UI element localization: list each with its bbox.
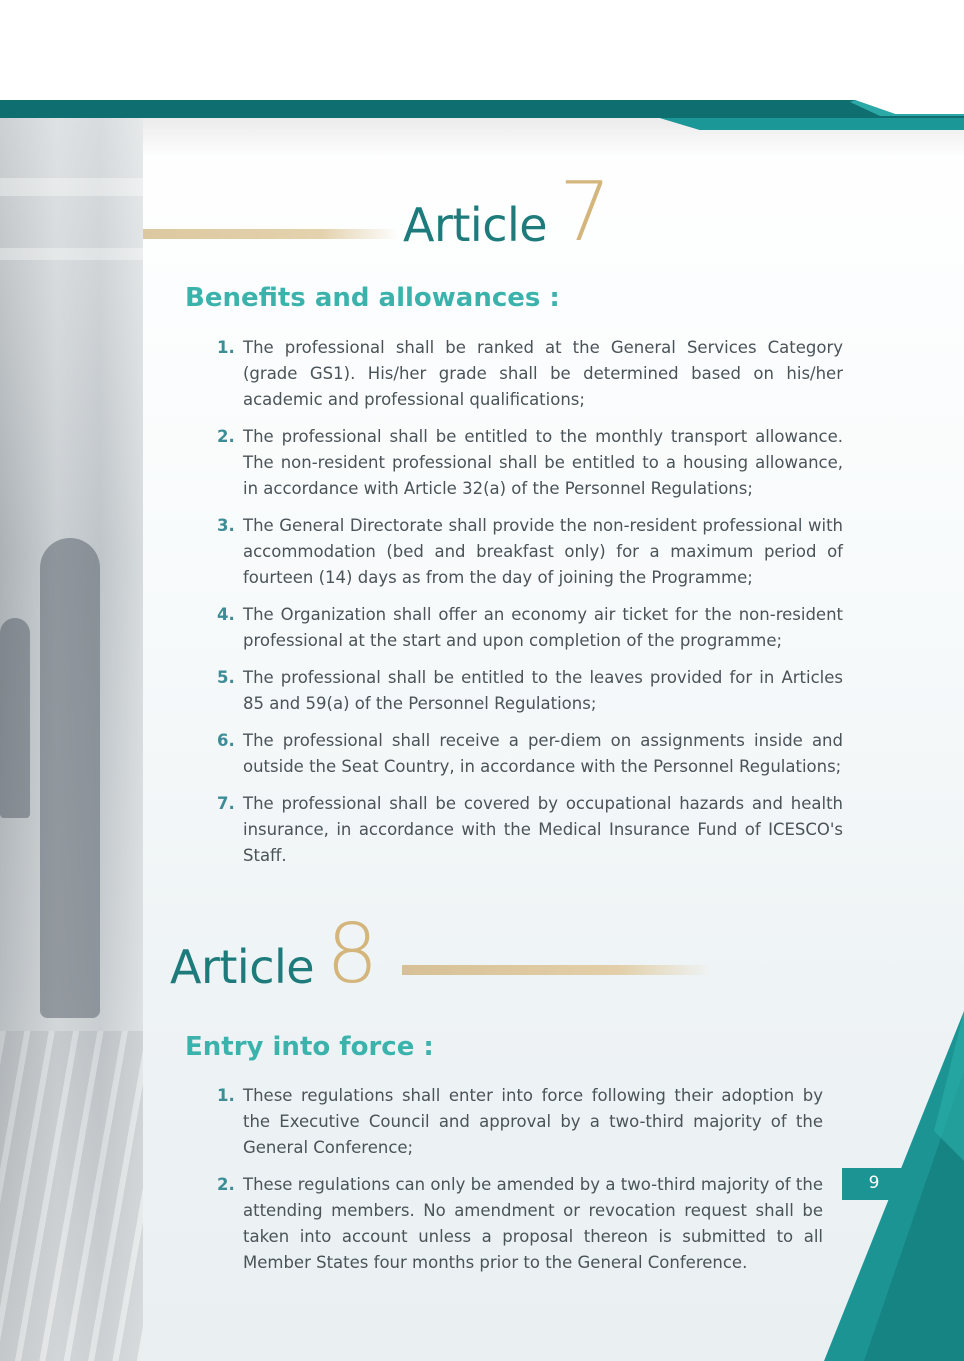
article-7-divider — [143, 229, 398, 239]
item-number: 7. — [217, 794, 235, 813]
item-text: The General Directorate shall provide the non-resident professional with accommodation (bed and breakfast only) for a maximum period of fourteen (14) days as from the day of joining the Programme; — [243, 516, 843, 587]
article-8-word: Article — [170, 939, 315, 994]
list-item — [217, 791, 843, 869]
item-number: 2. — [217, 1175, 235, 1194]
list-item — [217, 728, 843, 780]
article-7-list — [217, 335, 843, 880]
item-text: These regulations shall enter into force following their adoption by the Executive Council and approval by a two-third majority of the General Conference; — [243, 1086, 823, 1157]
item-number: 3. — [217, 516, 235, 535]
article-7-section-title: Benefits and allowances : — [185, 283, 560, 313]
list-item — [217, 602, 843, 654]
article-8-section-title: Entry into force : — [185, 1032, 434, 1062]
article-8-heading — [170, 907, 379, 1002]
photo-person-figure — [0, 618, 30, 818]
list-item — [217, 1172, 823, 1276]
item-text: The professional shall receive a per-diem on assignments inside and outside the Seat Country, in accordance with the Personnel Regulations; — [243, 731, 843, 776]
item-number: 4. — [217, 605, 235, 624]
list-item — [217, 665, 843, 717]
item-text: The Organization shall offer an economy air ticket for the non-resident professional at the start and upon completion of the programme; — [243, 605, 843, 650]
item-number: 2. — [217, 427, 235, 446]
article-7-number: 7 — [559, 165, 612, 260]
article-8-divider — [402, 965, 712, 975]
photo-ceiling-beam — [0, 178, 143, 196]
item-number: 1. — [217, 1086, 235, 1105]
item-text: The professional shall be entitled to the leaves provided for in Articles 85 and 59(a) of the Personnel Regulations; — [243, 668, 843, 713]
list-item — [217, 335, 843, 413]
article-7-word: Article — [403, 197, 548, 252]
list-item — [217, 513, 843, 591]
article-8-list — [217, 1083, 823, 1287]
photo-floor — [0, 1031, 143, 1361]
page-number: 9 — [842, 1168, 908, 1200]
item-text: The professional shall be entitled to the monthly transport allowance. The non-resident professional shall be entitled to a housing allowance, in accordance with Article 32(a) of the Personnel Regulations; — [243, 427, 843, 498]
item-text: The professional shall be covered by occupational hazards and health insurance, in accordance with the Medical Insurance Fund of ICESCO's Staff. — [243, 794, 843, 865]
item-number: 1. — [217, 338, 235, 357]
article-8-number: 8 — [326, 907, 379, 1002]
list-item — [217, 424, 843, 502]
item-text: The professional shall be ranked at the General Services Category (grade GS1). His/her grade shall be determined based on his/her academic and professional qualifications; — [243, 338, 843, 409]
photo-person-figure — [40, 538, 100, 1018]
list-item — [217, 1083, 823, 1161]
item-number: 5. — [217, 668, 235, 687]
header-band — [0, 100, 964, 130]
item-number: 6. — [217, 731, 235, 750]
article-7-heading — [403, 165, 612, 260]
item-text: These regulations can only be amended by a two-third majority of the attending members. No amendment or revocation request shall be taken into account unless a proposal thereon is submitted to all Member States four months prior to the General Conference. — [243, 1175, 823, 1272]
photo-ceiling-beam — [0, 248, 143, 260]
left-photo-strip — [0, 118, 143, 1361]
